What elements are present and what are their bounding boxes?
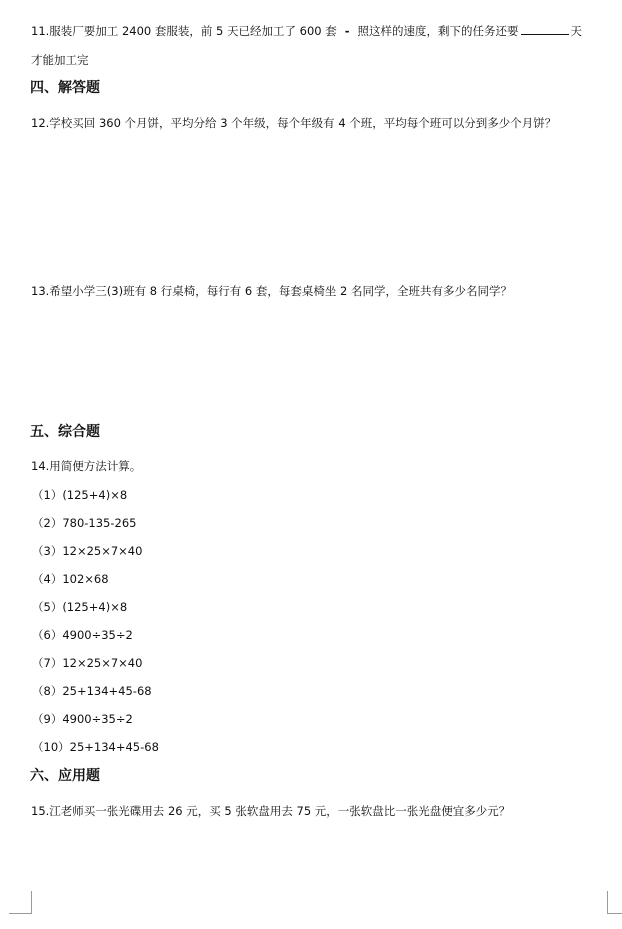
crop-mark-bottom-right (607, 891, 622, 914)
question-11-text-part1: 11.服装厂要加工 2400 套服装，前 5 天已经加工了 600 套 (31, 24, 337, 38)
question-13: 13.希望小学三(3)班有 8 行桌椅，每行有 6 套，每套桌椅坐 2 名同学，全班共有多少名同学？ (31, 284, 512, 298)
separator-dot: - (344, 24, 350, 38)
calc-item-5: （5）(125+4)×8 (32, 600, 128, 614)
question-12: 12.学校买回 360 个月饼，平均分给 3 个年级，每个年级有 4 个班，平均每个班可以分到多少个月饼？ (31, 116, 557, 130)
section-6-heading: 六、应用题 (30, 768, 100, 784)
calc-item-8: （8）25+134+45-68 (32, 684, 152, 698)
calc-item-4: （4）102×68 (32, 572, 109, 586)
calc-item-10: （10）25+134+45-68 (32, 740, 159, 754)
question-11-line2: 才能加工完 (31, 53, 89, 67)
crop-mark-bottom-left (9, 891, 32, 914)
calc-item-3: （3）12×25×7×40 (32, 544, 143, 558)
calc-item-2: （2）780-135-265 (32, 516, 137, 530)
section-5-heading: 五、综合题 (30, 424, 100, 440)
calc-item-7: （7）12×25×7×40 (32, 656, 143, 670)
question-11-text-part3: 天 (570, 24, 583, 38)
section-4-heading: 四、解答题 (30, 80, 100, 96)
answer-blank[interactable] (521, 24, 569, 35)
calc-item-1: （1）(125+4)×8 (32, 488, 128, 502)
question-14: 14.用简便方法计算。 (31, 459, 142, 473)
question-15: 15.江老师买一张光碟用去 26 元，买 5 张软盘用去 75 元，一张软盘比一张光盘便宜多少元？ (31, 804, 511, 818)
calc-item-9: （9）4900÷35÷2 (32, 712, 133, 726)
calc-item-6: （6）4900÷35÷2 (32, 628, 133, 642)
question-11-line1 (31, 24, 582, 38)
question-11-text-part2: 照这样的速度，剩下的任务还要 (357, 24, 519, 38)
